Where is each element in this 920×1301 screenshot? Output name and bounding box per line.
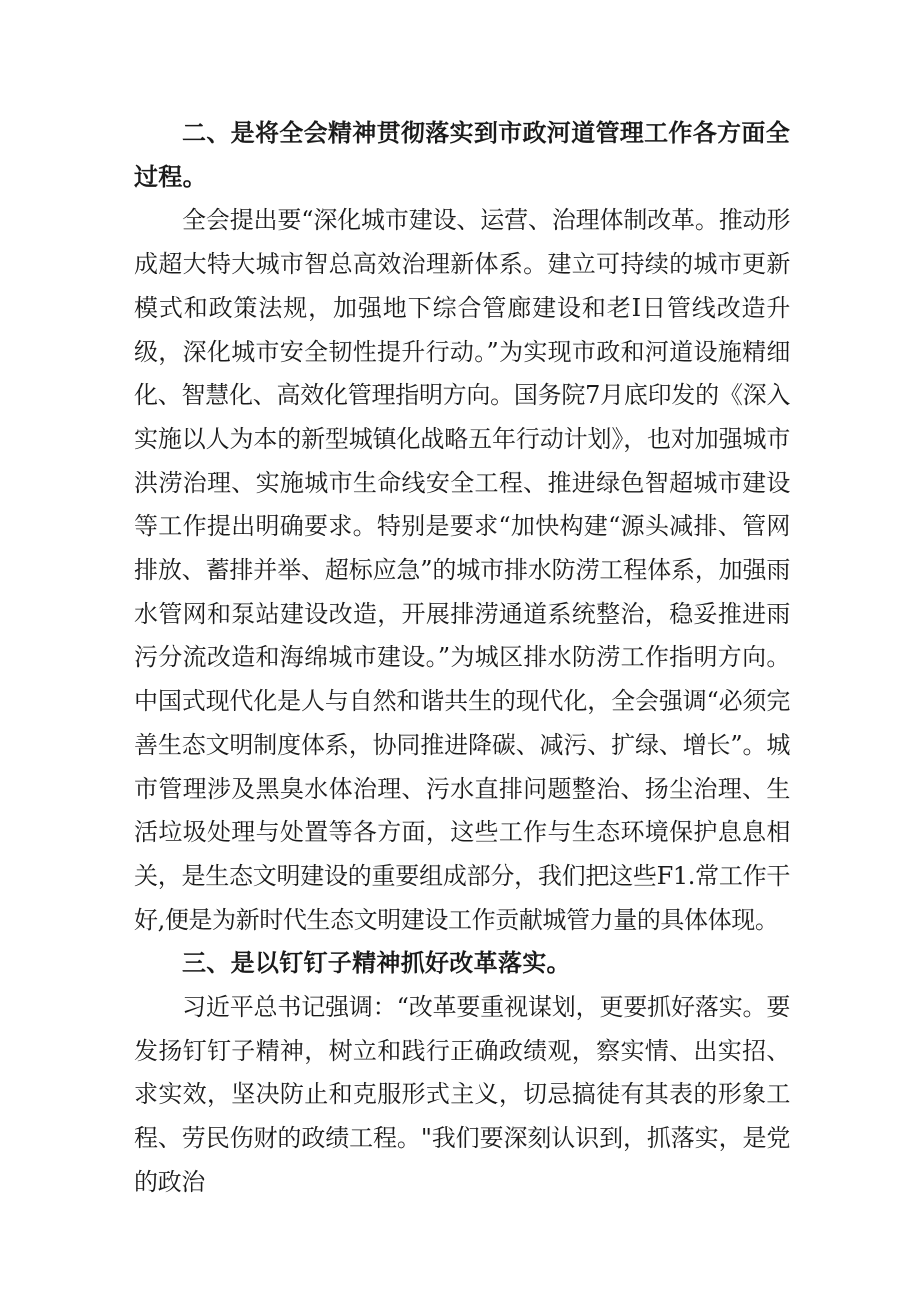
section-heading-2: 二、是将全会精神贯彻落实到市政河道管理工作各方面全过程。 — [134, 119, 790, 191]
document-content — [134, 112, 790, 1205]
section-heading-3: 三、是以钉钉子精神抓好改革落实。 — [182, 949, 571, 978]
section-paragraph-2: 全会提出要“深化城市建设、运营、治理体制改革。推动形成超大特大城市智总高效治理新体系。建立可持续的城市更新模式和政策法规，加强地下综合管廊建设和老I日管线改造升级，深化城市安全韧性提升行动。”为实现市政和河道设施精细化、智慧化、高效化管理指明方向。国务院7月底印发的《深入实施以人为本的新型城镇化战略五年行动计划》，也对加强城市洪涝治理、实施城市生命线安全工程、推进绿色智超城市建设等工作提出明确要求。特别是要求“加快构建“源头减排、管网排放、蓄排并举、超标应急”的城市排水防涝工程体系，加强雨水管网和泵站建设改造，开展排涝通道系统整治，稳妥推进雨污分流改造和海绵城市建设。”为城区排水防涝工作指明方向。中国式现代化是人与自然和谐共生的现代化，全会强调“必须完善生态文明制度体系，协同推进降碳、减污、扩绿、增长”。城市管理涉及黑臭水体治理、污水直排问题整治、扬尘治理、生活垃圾处理与处置等各方面，这些工作与生态环境保护息息相关，是生态文明建设的重要组成部分，我们把这些F1.常工作干好,便是为新时代生态文明建设工作贡献城管力量的具体体现。 — [134, 206, 790, 934]
section-paragraph-3: 习近平总书记强调：“改革要重视谋划，更要抓好落实。要发扬钉钉子精神，树立和践行正确政绩观，察实情、出实招、求实效，坚决防止和克服形式主义，切忌搞徒有其表的形象工程、劳民伤财的政绩工程。"我们要深刻认识到，抓落实，是党的政治 — [134, 993, 790, 1196]
